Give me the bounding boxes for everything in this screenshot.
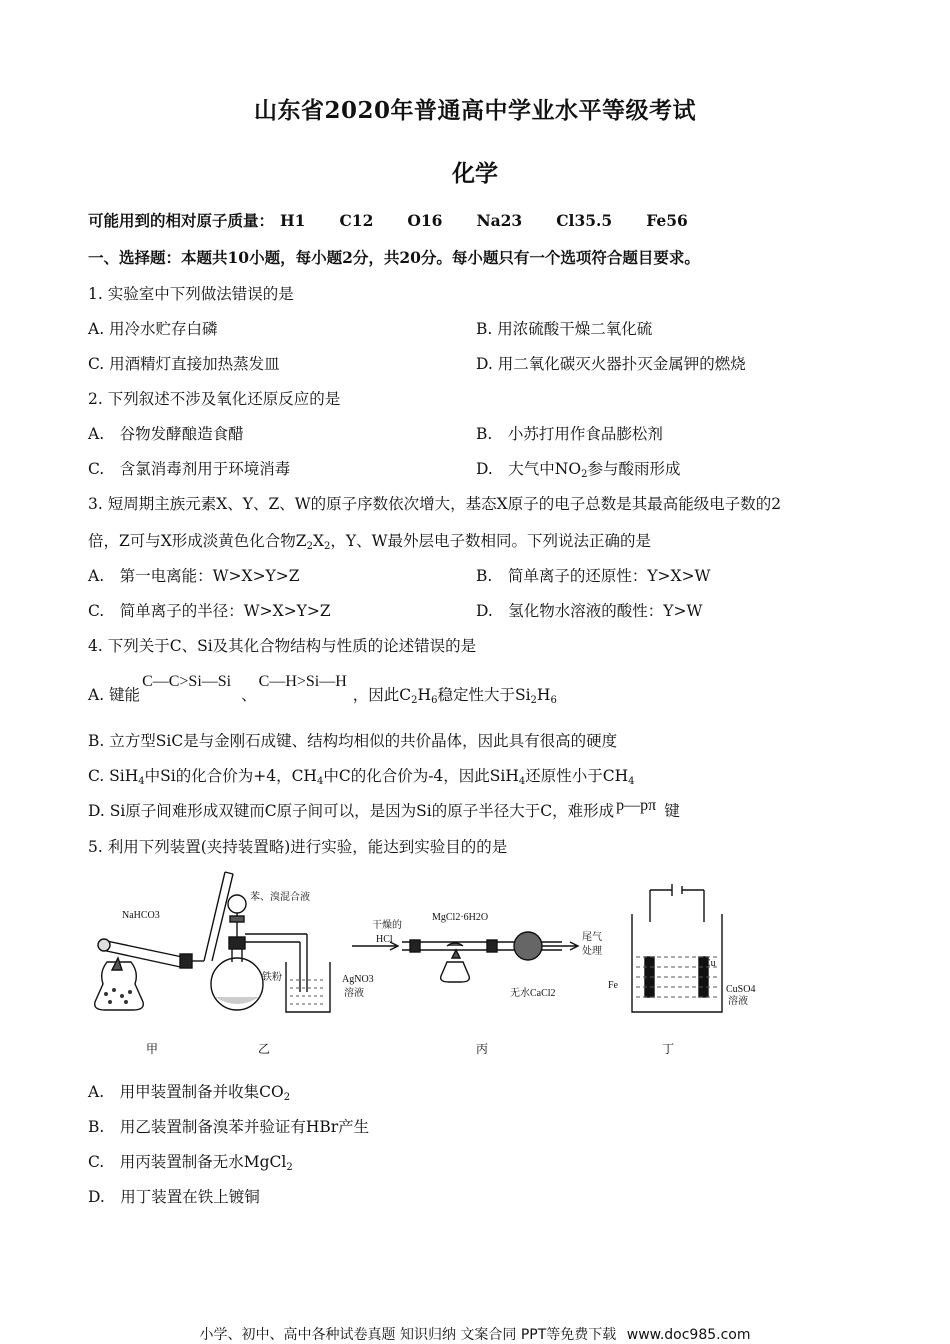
bond-energy-ch-formula: C—H>Si—H xyxy=(258,673,347,690)
question-3-stem-line1: 3. 短周期主族元素X、Y、Z、W的原子序数依次增大，基态X原子的电子总数是其最高能级电子数的2 xyxy=(88,495,782,513)
label-agno3: AgNO3 xyxy=(342,974,374,985)
q4-option-b: B. 立方型SiC是与金刚石成键、结构均相似的共价晶体，因此具有很高的硬度 xyxy=(88,732,618,750)
question-2-stem: 2. 下列叙述不涉及氧化还原反应的是 xyxy=(88,390,341,408)
subject-title: 化学 xyxy=(452,160,498,187)
label-cacl2: 无水CaCl2 xyxy=(510,988,556,999)
section-heading: 一、选择题：本题共10小题，每小题2分，共20分。每小题只有一个选项符合题目要求。 xyxy=(88,248,700,267)
subscript: 2 xyxy=(581,469,588,480)
q4-a-text: H xyxy=(536,686,551,704)
label-jia: 甲 xyxy=(146,1042,159,1056)
q4-option-c xyxy=(88,766,635,786)
q3-option-d: D. 氢化物水溶液的酸性：Y>W xyxy=(476,602,703,620)
subscript: 2 xyxy=(530,695,537,706)
p-p-pi-formula: p—pπ xyxy=(616,797,657,814)
q1-option-a: A. 用冷水贮存白磷 xyxy=(88,320,218,338)
q2-option-a: A. 谷物发酵酿造食醋 xyxy=(88,425,244,443)
q2-option-b: B. 小苏打用作食品膨松剂 xyxy=(476,425,663,443)
bond-energy-cc-formula: C—C>Si—Si xyxy=(142,673,232,690)
q2-d-text: D. 大气中NO xyxy=(476,460,582,478)
label-dry: 干燥的 xyxy=(372,920,402,931)
subscript: 2 xyxy=(283,1092,291,1103)
q4-c-text: 中Si的化合价为+4，CH xyxy=(144,767,317,785)
label-bing: 丙 xyxy=(476,1042,489,1056)
question-5-stem: 5. 利用下列装置(夹持装置略)进行实验，能达到实验目的的是 xyxy=(88,838,508,856)
apparatus-figure xyxy=(92,862,852,1062)
subscript: 2 xyxy=(411,695,418,706)
q1-option-d: D. 用二氧化碳灭火器扑灭金属钾的燃烧 xyxy=(476,355,746,373)
q4-a-text: A. 键能 xyxy=(88,686,141,704)
question-4-stem: 4. 下列关于C、Si及其化合物结构与性质的论述错误的是 xyxy=(88,637,477,655)
label-tail-gas: 尾气 xyxy=(582,932,602,943)
subscript: 2 xyxy=(306,541,313,552)
q4-a-text: ，因此C xyxy=(352,686,412,704)
label-benzene-bromine: 苯、溴混合液 xyxy=(250,892,310,903)
q5-option-d: D. 用丁装置在铁上镀铜 xyxy=(88,1188,260,1206)
q4-c-text: 还原性小于CH xyxy=(525,767,629,785)
mass-item: O16 xyxy=(407,211,443,230)
apparatus-yi xyxy=(211,895,330,1012)
label-iron-powder: 铁粉 xyxy=(262,972,282,983)
label-nahco3: NaHCO3 xyxy=(122,910,160,921)
subscript: 4 xyxy=(316,776,324,787)
label-mgcl2-hydrate: MgCl2·6H2O xyxy=(432,912,489,923)
subscript: 4 xyxy=(628,776,635,787)
page-footer xyxy=(0,1324,950,1344)
q4-d-text: 键 xyxy=(664,802,680,820)
q3-text: ，Y、W最外层电子数相同。下列说法正确的是 xyxy=(330,532,652,550)
subscript: 6 xyxy=(431,695,438,706)
subscript: 2 xyxy=(286,1162,293,1173)
exam-title: 山东省2020年普通高中学业水平等级考试 xyxy=(253,97,696,124)
mass-item: C12 xyxy=(339,211,374,230)
footer-text: 小学、初中、高中各种试卷真题 知识归纳 文案合同 PPT等免费下载 xyxy=(199,1327,617,1343)
question-3-stem-line2 xyxy=(88,531,651,551)
label-yi: 乙 xyxy=(258,1042,271,1056)
q1-option-b: B. 用浓硫酸干燥二氧化硫 xyxy=(476,320,653,338)
q5-a-text: A. 用甲装置制备并收集CO xyxy=(88,1083,284,1101)
mass-item: H1 xyxy=(280,211,306,230)
label-ding: 丁 xyxy=(662,1042,675,1056)
q4-c-text: C. SiH xyxy=(88,767,139,785)
q4-a-text: H xyxy=(417,686,432,704)
q4-option-d xyxy=(88,797,680,822)
q5-option-b: B. 用乙装置制备溴苯并验证有HBr产生 xyxy=(88,1118,370,1136)
atomic-masses-label: 可能用到的相对原子质量： xyxy=(88,211,275,230)
apparatus-ding xyxy=(632,884,722,1012)
atomic-masses xyxy=(88,211,722,231)
label-treatment: 处理 xyxy=(582,946,602,957)
mass-item: Cl35.5 xyxy=(556,211,613,230)
footer-url-link[interactable]: www.doc985.com xyxy=(626,1327,751,1343)
label-fe: Fe xyxy=(608,980,618,991)
q5-c-text: C. 用丙装置制备无水MgCl xyxy=(88,1153,287,1171)
subscript: 2 xyxy=(324,541,331,552)
q2-option-c: C. 含氯消毒剂用于环境消毒 xyxy=(88,460,291,478)
subscript: 4 xyxy=(138,776,145,787)
q4-option-a xyxy=(88,673,557,706)
label-agno3-solution: 溶液 xyxy=(344,988,364,999)
q1-option-c: C. 用酒精灯直接加热蒸发皿 xyxy=(88,355,280,373)
separator: 、 xyxy=(241,686,257,704)
q5-option-a xyxy=(88,1082,290,1102)
q4-a-text: 稳定性大于Si xyxy=(437,686,531,704)
q3-text: X xyxy=(312,532,324,550)
q3-option-b: B. 简单离子的还原性：Y>X>W xyxy=(476,567,711,585)
q3-option-c: C. 简单离子的半径：W>X>Y>Z xyxy=(88,602,331,620)
q4-d-text: D. Si原子间难形成双键而C原子间可以，是因为Si的原子半径大于C，难形成 xyxy=(88,802,615,820)
label-cu: Cu xyxy=(704,958,716,969)
label-hcl: HCl xyxy=(376,934,393,945)
label-cuso4-solution: 溶液 xyxy=(728,996,748,1007)
mass-item: Na23 xyxy=(476,211,523,230)
mass-item: Fe56 xyxy=(646,211,688,230)
subscript: 6 xyxy=(550,695,557,706)
q3-text: 倍，Z可与X形成淡黄色化合物Z xyxy=(88,532,307,550)
q4-c-text: 中C的化合价为-4，因此SiH xyxy=(323,767,519,785)
q2-d-text-end: 参与酸雨形成 xyxy=(587,460,681,478)
q3-option-a: A. 第一电离能：W>X>Y>Z xyxy=(88,567,300,585)
q2-option-d xyxy=(476,459,680,479)
q5-option-c xyxy=(88,1152,293,1172)
label-cuso4: CuSO4 xyxy=(726,984,756,995)
question-1-stem: 1. 实验室中下列做法错误的是 xyxy=(88,285,294,303)
subscript: 4 xyxy=(518,776,526,787)
